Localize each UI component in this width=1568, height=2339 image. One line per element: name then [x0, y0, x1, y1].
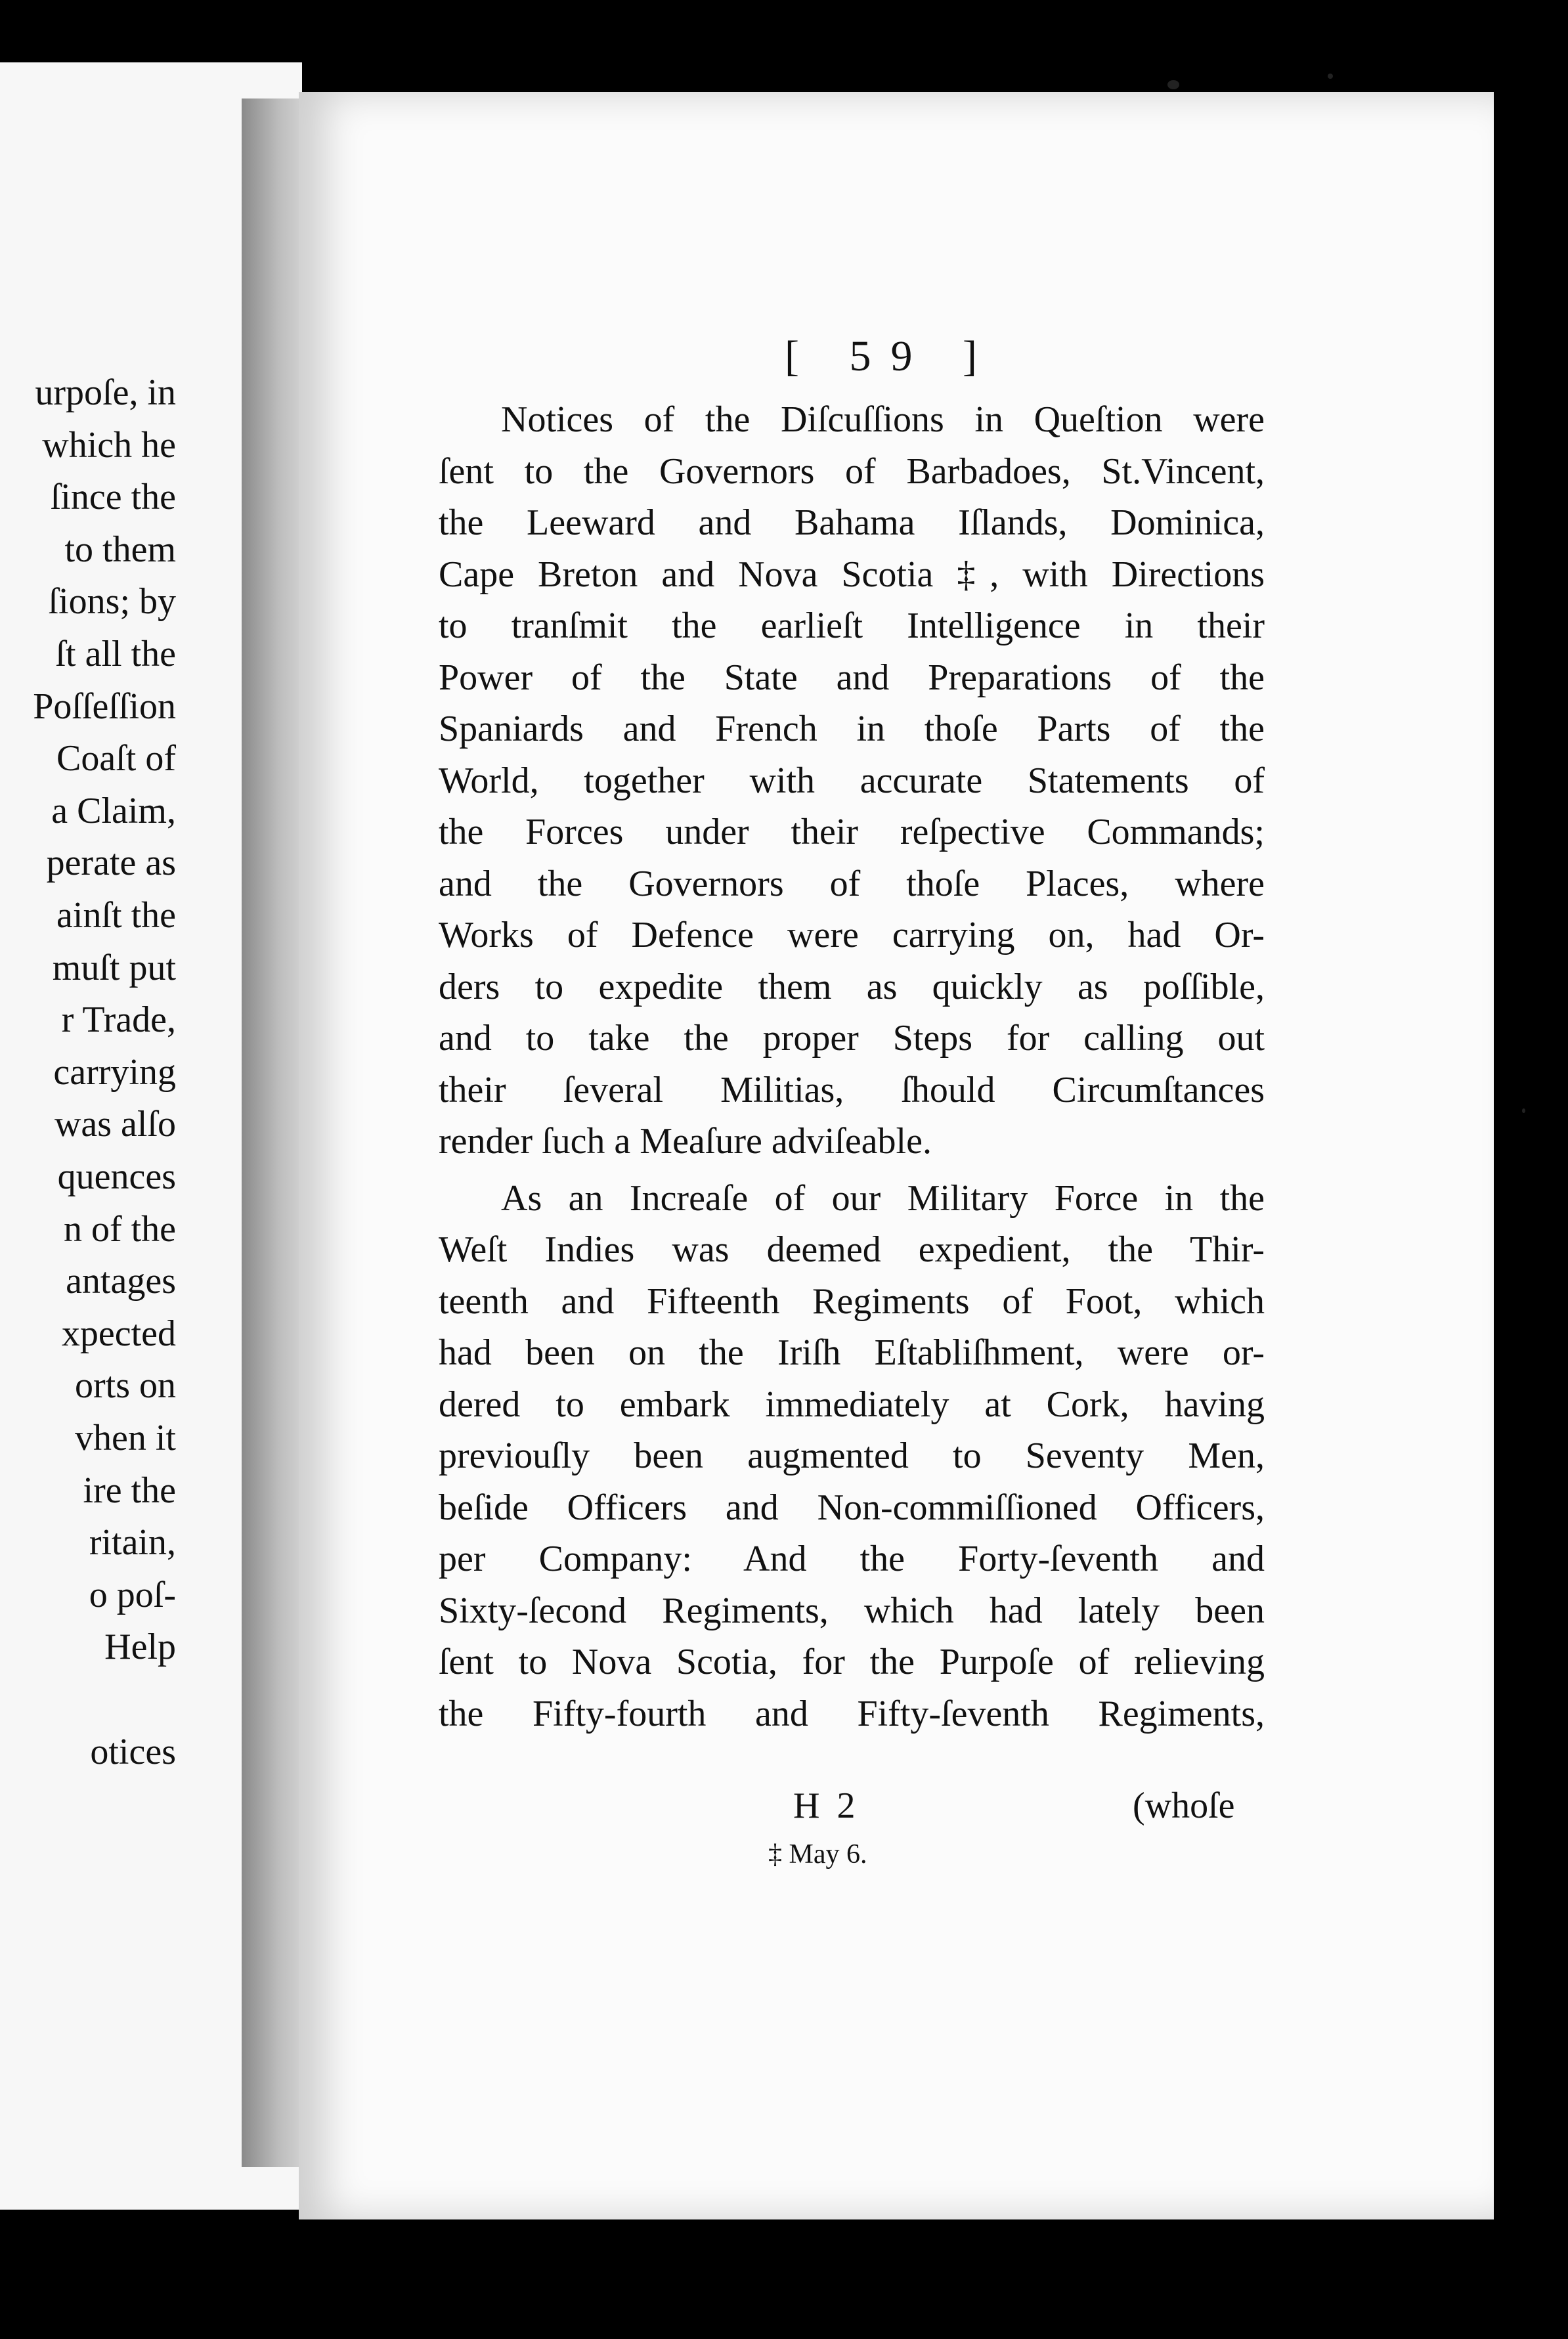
left-page-line: ſince the: [50, 477, 176, 518]
left-page-line: to them: [64, 529, 176, 570]
left-page-line: xpected: [61, 1313, 176, 1354]
left-page-line: Coaſt of: [56, 738, 176, 779]
paragraph: [439, 394, 1265, 1168]
left-page-line: orts on: [75, 1365, 176, 1407]
catchword: (whoſe: [1133, 1785, 1235, 1826]
text-line: As an Increaſe of our Military Force in the: [501, 1177, 1265, 1219]
text-line: and to take the proper Steps for calling out: [439, 1018, 1265, 1059]
text-line: beſide Officers and Non-commiſſioned Officers,: [439, 1487, 1265, 1528]
text-line: previouſly been augmented to Seventy Men,: [439, 1435, 1265, 1476]
left-page-line: otices: [90, 1731, 176, 1772]
signature-mark: H 2: [793, 1785, 860, 1826]
left-page-line: ritain,: [89, 1522, 176, 1563]
footnote: ‡ May 6.: [768, 1839, 867, 1869]
text-line: Works of Defence were carrying on, had Or-: [439, 915, 1265, 955]
left-page-line: muſt put: [52, 947, 176, 988]
text-line: Cape Breton and Nova Scotia ‡, with Directions: [439, 554, 1265, 595]
text-line: their ſeveral Militias, ſhould Circumſtances: [439, 1069, 1265, 1110]
text-line: ders to expedite them as quickly as poſſible,: [439, 966, 1265, 1007]
scan-speck: [1167, 80, 1179, 89]
left-page-line: r Trade,: [61, 999, 176, 1041]
left-page-line: ainſt the: [56, 895, 176, 936]
left-page-line: o poſ-: [89, 1574, 176, 1615]
scan-speck: [1328, 74, 1333, 79]
text-line: the Fifty-fourth and Fifty-ſeventh Regiments,: [439, 1693, 1265, 1734]
text-line: Power of the State and Preparations of the: [439, 657, 1265, 698]
page-number: [ 59 ]: [785, 332, 997, 380]
left-page-line: urpoſe, in: [35, 372, 176, 413]
text-line: Weſt Indies was deemed expedient, the Thir-: [439, 1229, 1265, 1270]
left-page-line: perate as: [46, 842, 176, 884]
text-line: Notices of the Diſcuſſions in Queſtion were: [501, 399, 1265, 440]
left-page-line: n of the: [63, 1208, 176, 1250]
left-page-line: antages: [66, 1261, 176, 1302]
text-line: and the Governors of thoſe Places, where: [439, 863, 1265, 904]
text-line: had been on the Iriſh Eſtabliſhment, were or-: [439, 1332, 1265, 1373]
left-page-line: which he: [42, 424, 176, 466]
body-text: [439, 394, 1265, 1739]
text-line: the Leeward and Bahama Iſlands, Dominica,: [439, 502, 1265, 543]
left-page-line: a Claim,: [51, 790, 176, 831]
left-page-line: was alſo: [54, 1104, 176, 1145]
text-line: per Company: And the Forty-ſeventh and: [439, 1539, 1265, 1579]
text-line: to tranſmit the earlieſt Intelligence in their: [439, 605, 1265, 646]
left-page-line: ire the: [83, 1470, 176, 1511]
paragraph: [439, 1173, 1265, 1740]
left-page-line: quences: [57, 1156, 176, 1197]
scan-speck: [1522, 1108, 1525, 1113]
text-line: teenth and Fifteenth Regiments of Foot, which: [439, 1280, 1265, 1322]
left-page-line: vhen it: [75, 1418, 176, 1458]
left-page-line: ſt all the: [55, 634, 176, 674]
left-page-line: ſions; by: [48, 581, 176, 623]
left-page-line: Poſſeſſion: [33, 686, 176, 727]
text-line: ſent to Nova Scotia, for the Purpoſe of relieving: [439, 1642, 1265, 1682]
left-page-line: Help: [104, 1627, 176, 1668]
text-line: Spaniards and French in thoſe Parts of the: [439, 709, 1265, 749]
text-line: World, together with accurate Statements of: [439, 760, 1265, 801]
text-line: ſent to the Governors of Barbadoes, St.Vincent,: [439, 450, 1265, 492]
left-page-line: carrying: [53, 1051, 176, 1093]
text-line: render ſuch a Meaſure adviſeable.: [439, 1121, 932, 1162]
text-line: Sixty-ſecond Regiments, which had lately been: [439, 1590, 1265, 1631]
text-line: dered to embark immediately at Cork, having: [439, 1384, 1265, 1425]
text-line: the Forces under their reſpective Commands;: [439, 812, 1265, 852]
